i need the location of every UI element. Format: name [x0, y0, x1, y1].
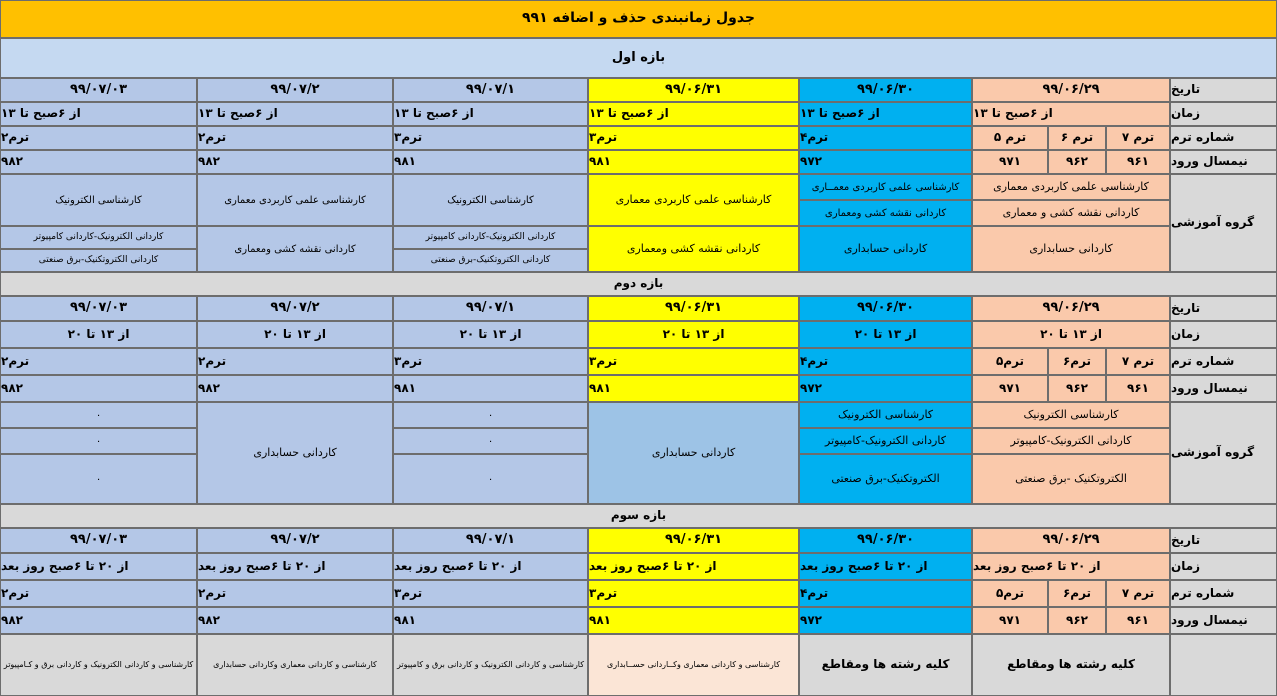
date-cell: ۹۹/۰۶/۳۰	[799, 296, 972, 321]
entry-cell: ۹۸۱	[393, 607, 588, 634]
date-cell: ۹۹/۰۶/۳۰	[799, 528, 972, 553]
date-cell: ۹۹/۰۷/۰۳	[0, 528, 197, 553]
term-cell: ترم ۵	[972, 126, 1048, 150]
entry-cell: ۹۸۱	[393, 375, 588, 402]
time-cell: از ۶صبح تا ۱۳	[0, 102, 197, 126]
period-2-header: بازه دوم	[0, 272, 1277, 296]
group-cell: الکتروتکنیک-برق صنعتی	[799, 454, 972, 504]
term-cell: ترم۴	[799, 126, 972, 150]
entry-cell: ۹۸۲	[197, 150, 393, 174]
entry-cell: ۹۶۲	[1048, 375, 1106, 402]
group-cell: کاردانی نقشه کشی ومعماری	[588, 226, 799, 272]
group-cell: کاردانی نقشه کشی ومعماری	[799, 200, 972, 226]
time-cell: از ۶صبح تا ۱۳	[799, 102, 972, 126]
group-cell: کارشناسی و کاردانی معماری وکــاردانی حســابداری	[588, 634, 799, 696]
group-cell: کارشناسی الکترونیک	[393, 174, 588, 226]
group-cell: کارشناسی علمی کاربردی معماری	[972, 174, 1170, 200]
term-cell: ترم۶	[1048, 348, 1106, 375]
label-time: زمان	[1170, 321, 1277, 348]
term-cell: ترم۳	[588, 580, 799, 607]
term-cell: ترم۲	[197, 126, 393, 150]
time-cell: از ۱۳ تا ۲۰	[0, 321, 197, 348]
group-cell: کاردانی حسابداری	[972, 226, 1170, 272]
group-cell: کارشناسی علمی کاربردی معماری	[197, 174, 393, 226]
time-cell: از ۲۰ تا ۶صبح روز بعد	[972, 553, 1170, 580]
page-title: جدول زمانبندی حذف و اضافه ۹۹۱	[0, 0, 1277, 38]
date-cell: ۹۹/۰۷/۲	[197, 78, 393, 102]
date-cell: ۹۹/۰۶/۳۰	[799, 78, 972, 102]
term-cell: ترم ۶	[1048, 126, 1106, 150]
term-cell: ترم۳	[588, 348, 799, 375]
entry-cell: ۹۶۱	[1106, 150, 1170, 174]
time-cell: از ۱۳ تا ۲۰	[197, 321, 393, 348]
time-cell: از ۱۳ تا ۲۰	[799, 321, 972, 348]
group-cell: کارشناسی الکترونیک	[972, 402, 1170, 428]
term-cell: ترم۴	[799, 580, 972, 607]
term-cell: ترم۳	[393, 348, 588, 375]
time-cell: از ۲۰ تا ۶صبح روز بعد	[393, 553, 588, 580]
group-cell: ۰	[0, 402, 197, 428]
term-cell: ترم۲	[0, 580, 197, 607]
group-cell: کاردانی حسابداری	[588, 402, 799, 504]
entry-cell: ۹۸۱	[588, 375, 799, 402]
entry-cell: ۹۶۱	[1106, 607, 1170, 634]
entry-cell: ۹۸۱	[393, 150, 588, 174]
term-cell: ترم۵	[972, 348, 1048, 375]
date-cell: ۹۹/۰۶/۳۱	[588, 78, 799, 102]
period-3-header: بازه سوم	[0, 504, 1277, 528]
label-time: زمان	[1170, 102, 1277, 126]
date-cell: ۹۹/۰۷/۲	[197, 296, 393, 321]
term-cell: ترم ۷	[1106, 580, 1170, 607]
group-cell: ۰	[393, 402, 588, 428]
date-cell: ۹۹/۰۶/۳۱	[588, 296, 799, 321]
label-group-empty	[1170, 634, 1277, 696]
label-term: شماره ترم	[1170, 126, 1277, 150]
term-cell: ترم ۷	[1106, 348, 1170, 375]
entry-cell: ۹۸۲	[0, 607, 197, 634]
entry-cell: ۹۸۲	[0, 150, 197, 174]
time-cell: از ۶صبح تا ۱۳	[393, 102, 588, 126]
term-cell: ترم ۷	[1106, 126, 1170, 150]
group-cell: کاردانی حسابداری	[799, 226, 972, 272]
date-cell: ۹۹/۰۷/۰۳	[0, 78, 197, 102]
entry-cell: ۹۸۱	[588, 607, 799, 634]
group-cell: کاردانی نقشه کشی و معماری	[972, 200, 1170, 226]
entry-cell: ۹۶۲	[1048, 607, 1106, 634]
date-cell: ۹۹/۰۶/۲۹	[972, 296, 1170, 321]
entry-cell: ۹۸۱	[588, 150, 799, 174]
group-cell: کارشناسی و کاردانی معماری وکاردانی حسابداری	[197, 634, 393, 696]
entry-cell: ۹۷۱	[972, 607, 1048, 634]
group-cell: کارشناسی الکترونیک	[0, 174, 197, 226]
date-cell: ۹۹/۰۷/۲	[197, 528, 393, 553]
group-cell: کاردانی حسابداری	[197, 402, 393, 504]
date-cell: ۹۹/۰۶/۲۹	[972, 528, 1170, 553]
time-cell: از ۲۰ تا ۶صبح روز بعد	[0, 553, 197, 580]
label-group: گروه آموزشی	[1170, 174, 1277, 272]
term-cell: ترم۲	[197, 348, 393, 375]
term-cell: ترم۳	[393, 126, 588, 150]
group-cell: ۰	[0, 454, 197, 504]
label-entry: نیمسال ورود	[1170, 375, 1277, 402]
label-entry: نیمسال ورود	[1170, 150, 1277, 174]
time-cell: از ۲۰ تا ۶صبح روز بعد	[197, 553, 393, 580]
period-1-header: بازه اول	[0, 38, 1277, 78]
term-cell: ترم۶	[1048, 580, 1106, 607]
label-term: شماره ترم	[1170, 580, 1277, 607]
entry-cell: ۹۷۲	[799, 150, 972, 174]
group-cell: کاردانی الکتروتکنیک-برق صنعتی	[393, 249, 588, 272]
group-cell: کلیه رشته ها ومقاطع	[799, 634, 972, 696]
group-cell: کاردانی الکترونیک-کامپیوتر	[799, 428, 972, 454]
group-cell: کارشناسی و کاردانی الکترونیک و کاردانی برق و کامپیوتر	[393, 634, 588, 696]
term-cell: ترم۲	[0, 348, 197, 375]
entry-cell: ۹۷۱	[972, 150, 1048, 174]
group-cell: الکتروتکنیک -برق صنعتی	[972, 454, 1170, 504]
time-cell: از ۲۰ تا ۶صبح روز بعد	[799, 553, 972, 580]
term-cell: ترم۳	[588, 126, 799, 150]
label-date: تاریخ	[1170, 528, 1277, 553]
entry-cell: ۹۸۲	[197, 375, 393, 402]
group-cell: کاردانی الکترونیک-کامپیوتر	[972, 428, 1170, 454]
group-cell: کاردانی الکتروتکنیک-برق صنعتی	[0, 249, 197, 272]
entry-cell: ۹۸۲	[0, 375, 197, 402]
group-cell: ۰	[0, 428, 197, 454]
term-cell: ترم۲	[0, 126, 197, 150]
term-cell: ترم۴	[799, 348, 972, 375]
group-cell: کارشناسی و کاردانی الکترونیک و کاردانی برق و کـامپیوتر	[0, 634, 197, 696]
time-cell: از ۱۳ تا ۲۰	[393, 321, 588, 348]
label-date: تاریخ	[1170, 296, 1277, 321]
label-time: زمان	[1170, 553, 1277, 580]
group-cell: کارشناسی علمی کاربردی معمــاری	[799, 174, 972, 200]
group-cell: کارشناسی الکترونیک	[799, 402, 972, 428]
group-cell: کاردانی نقشه کشی ومعماری	[197, 226, 393, 272]
term-cell: ترم۵	[972, 580, 1048, 607]
group-cell: ۰	[393, 454, 588, 504]
time-cell: از ۶صبح تا ۱۳	[197, 102, 393, 126]
label-date: تاریخ	[1170, 78, 1277, 102]
entry-cell: ۹۶۱	[1106, 375, 1170, 402]
entry-cell: ۹۷۲	[799, 375, 972, 402]
date-cell: ۹۹/۰۷/۱	[393, 78, 588, 102]
label-term: شماره ترم	[1170, 348, 1277, 375]
time-cell: از ۱۳ تا ۲۰	[972, 321, 1170, 348]
date-cell: ۹۹/۰۶/۲۹	[972, 78, 1170, 102]
group-cell: کلیه رشته ها ومقاطع	[972, 634, 1170, 696]
entry-cell: ۹۶۲	[1048, 150, 1106, 174]
date-cell: ۹۹/۰۷/۰۳	[0, 296, 197, 321]
term-cell: ترم۳	[393, 580, 588, 607]
label-group: گروه آموزشی	[1170, 402, 1277, 504]
group-cell: کاردانی الکترونیک-کاردانی کامپیوتر	[0, 226, 197, 249]
group-cell: ۰	[393, 428, 588, 454]
date-cell: ۹۹/۰۶/۳۱	[588, 528, 799, 553]
time-cell: از ۲۰ تا ۶صبح روز بعد	[588, 553, 799, 580]
time-cell: از ۶صبح تا ۱۳	[972, 102, 1170, 126]
label-entry: نیمسال ورود	[1170, 607, 1277, 634]
time-cell: از ۱۳ تا ۲۰	[588, 321, 799, 348]
group-cell: کاردانی الکترونیک-کاردانی کامپیوتر	[393, 226, 588, 249]
date-cell: ۹۹/۰۷/۱	[393, 528, 588, 553]
entry-cell: ۹۸۲	[197, 607, 393, 634]
date-cell: ۹۹/۰۷/۱	[393, 296, 588, 321]
group-cell: کارشناسی علمی کاربردی معماری	[588, 174, 799, 226]
entry-cell: ۹۷۲	[799, 607, 972, 634]
entry-cell: ۹۷۱	[972, 375, 1048, 402]
time-cell: از ۶صبح تا ۱۳	[588, 102, 799, 126]
term-cell: ترم۲	[197, 580, 393, 607]
